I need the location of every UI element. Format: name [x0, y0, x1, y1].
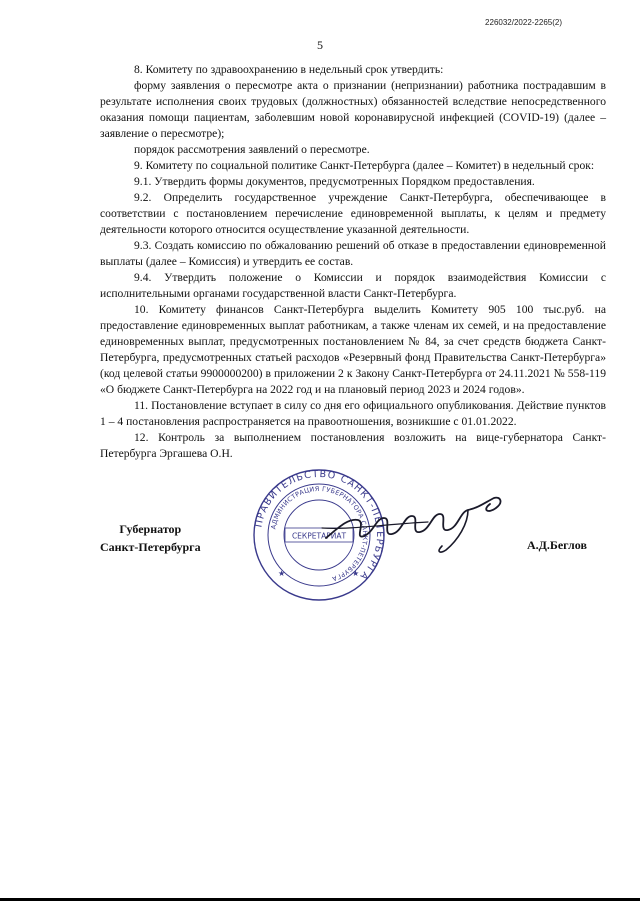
paragraph: 9.1. Утвердить формы документов, предусмотренных Порядком предоставления. — [134, 175, 535, 188]
paragraph: 8. Комитету по здравоохранению в недельный срок утвердить: — [134, 63, 444, 76]
document-id: 226032/2022-2265(2) — [485, 18, 562, 27]
svg-text:★: ★ — [352, 569, 360, 578]
signatory-title-line1: Губернатор — [119, 522, 182, 536]
svg-text:★: ★ — [278, 569, 286, 578]
signatory-name: А.Д.Беглов — [527, 538, 587, 552]
paragraph: 9. Комитету по социальной политике Санкт-Петербурга (далее – Комитет) в недельный срок: — [134, 159, 595, 172]
paragraph: 11. Постановление вступает в силу со дня его официального опубликования. Действие пунктов 1 – 4 постановления распространяется на правоотношения, возникшие с 01.01.2022. — [100, 399, 606, 428]
document-body — [100, 62, 606, 462]
signatory-title — [100, 520, 201, 556]
page-bottom-border — [0, 898, 640, 901]
seal-center-text: СЕКРЕТАРИАТ — [291, 531, 347, 541]
paragraph: 9.2. Определить государственное учреждение Санкт-Петербурга, обеспечивающее в соответствии с постановлением перечисление единовременной выплаты, к целям и предмету деятельности которого относится осуществление указанной деятельности. — [100, 191, 606, 236]
paragraph: форму заявления о пересмотре акта о признании (непризнании) работника пострадавшим в результате исполнения своих трудовых (должностных) обязанностей вследствие непосредственного оказания помощи пациентам, заболевшим новой коронавирусной инфекцией (COVID-19) (далее – заявление о пересмотре); — [100, 79, 606, 140]
paragraph: 10. Комитету финансов Санкт-Петербурга выделить Комитету 905 100 тыс.руб. на предоставление единовременных выплат работникам, а также членам их семей, и на предоставление единовременных выплат, предусмотренных постановлением № 84, за счет средств бюджета Санкт-Петербурга, предусмотренных статьей расходов «Резервный фонд Правительства Санкт-Петербурга» (код целевой статьи 9900000200) в приложении 2 к Закону Санкт-Петербурга от 24.11.2021 № 558-119 «О бюджете Санкт-Петербурга на 2022 год и на плановый период 2023 и 2024 годов». — [100, 303, 606, 396]
seal-inner-text: АДМИНИСТРАЦИЯ ГУБЕРНАТОРА САНКТ-ПЕТЕРБУРГА — [269, 484, 370, 583]
paragraph: 9.4. Утвердить положение о Комиссии и порядок взаимодействия Комиссии с исполнительными органами государственной власти Санкт-Петербурга. — [100, 271, 606, 300]
signatory-title-line2: Санкт-Петербурга — [100, 540, 201, 554]
seal-outer-text: ПРАВИТЕЛЬСТВО САНКТ-ПЕТЕРБУРГА — [253, 468, 386, 583]
page-number: 5 — [317, 38, 323, 52]
handwritten-signature-icon — [318, 488, 528, 558]
paragraph: порядок рассмотрения заявлений о пересмотре. — [134, 143, 370, 156]
paragraph: 12. Контроль за выполнением постановления возложить на вице-губернатора Санкт-Петербурга Эргашева О.Н. — [100, 431, 606, 460]
paragraph: 9.3. Создать комиссию по обжалованию решений об отказе в предоставлении единовременной выплаты (далее – Комиссия) и утвердить ее состав. — [100, 239, 606, 268]
